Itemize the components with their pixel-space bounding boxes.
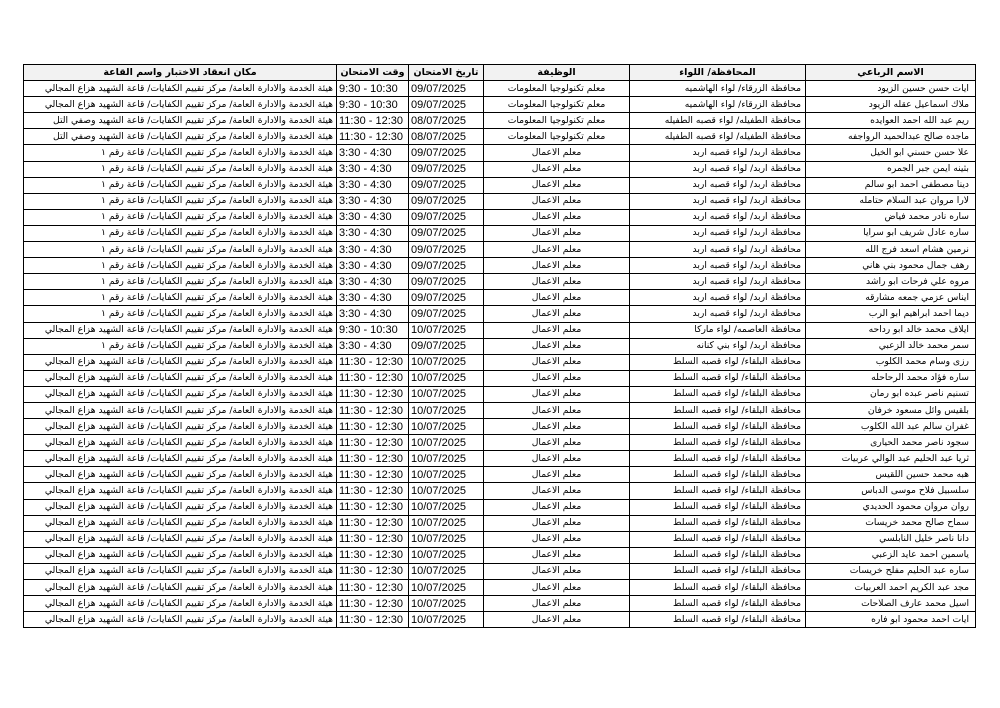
cell-name: ياسمين احمد عايد الزعبي — [806, 547, 976, 563]
cell-exam-time: 3:30 - 4:30 — [337, 290, 409, 306]
cell-name: ايلاف محمد خالد ابو رداحه — [806, 322, 976, 338]
cell-exam-time: 3:30 - 4:30 — [337, 225, 409, 241]
cell-exam-date: 10/07/2025 — [409, 515, 484, 531]
cell-exam-date: 10/07/2025 — [409, 499, 484, 515]
cell-exam-time: 11:30 - 12:30 — [337, 547, 409, 563]
cell-exam-time: 11:30 - 12:30 — [337, 129, 409, 145]
cell-venue: هيئة الخدمة والادارة العامة/ مركز تقييم الكفايات/ قاعة الشهيد هزاع المجالي — [24, 563, 337, 579]
header-governorate: المحافظة/ اللواء — [630, 65, 806, 81]
table-row — [24, 209, 976, 225]
cell-name: رهف جمال محمود بني هاني — [806, 258, 976, 274]
cell-governorate: محافظة البلقاء/ لواء قصبه السلط — [630, 531, 806, 547]
cell-exam-date: 10/07/2025 — [409, 419, 484, 435]
cell-exam-date: 09/07/2025 — [409, 306, 484, 322]
cell-name: سماح صالح محمد خريسات — [806, 515, 976, 531]
cell-name: ايات احمد محمود ابو فاره — [806, 612, 976, 628]
cell-exam-time: 9:30 - 10:30 — [337, 322, 409, 338]
cell-exam-time: 11:30 - 12:30 — [337, 515, 409, 531]
cell-governorate: محافظة اربد/ لواء قصبه اربد — [630, 161, 806, 177]
cell-venue: هيئة الخدمة والادارة العامة/ مركز تقييم الكفايات/ قاعة الشهيد هزاع المجالي — [24, 402, 337, 418]
cell-job: معلم الاعمال — [484, 370, 630, 386]
cell-governorate: محافظة العاصمه/ لواء ماركا — [630, 322, 806, 338]
cell-name: ديما احمد ابراهيم ابو الرب — [806, 306, 976, 322]
table-row — [24, 419, 976, 435]
cell-job: معلم الاعمال — [484, 322, 630, 338]
cell-exam-time: 3:30 - 4:30 — [337, 306, 409, 322]
cell-exam-time: 11:30 - 12:30 — [337, 402, 409, 418]
table-row — [24, 483, 976, 499]
table-row — [24, 547, 976, 563]
cell-job: معلم الاعمال — [484, 402, 630, 418]
cell-exam-date: 09/07/2025 — [409, 258, 484, 274]
cell-governorate: محافظة اربد/ لواء بني كنانه — [630, 338, 806, 354]
cell-venue: هيئة الخدمة والادارة العامة/ مركز تقييم الكفايات/ قاعة الشهيد هزاع المجالي — [24, 451, 337, 467]
cell-name: ملاك اسماعيل عقله الزيود — [806, 97, 976, 113]
cell-exam-time: 11:30 - 12:30 — [337, 596, 409, 612]
cell-governorate: محافظة اربد/ لواء قصبه اربد — [630, 306, 806, 322]
cell-name: ريم عبد الله احمد العوايده — [806, 113, 976, 129]
table-row — [24, 225, 976, 241]
cell-governorate: محافظة اربد/ لواء قصبه اربد — [630, 209, 806, 225]
cell-job: معلم تكنولوجيا المعلومات — [484, 113, 630, 129]
cell-exam-date: 10/07/2025 — [409, 483, 484, 499]
cell-exam-date: 10/07/2025 — [409, 467, 484, 483]
cell-exam-time: 11:30 - 12:30 — [337, 113, 409, 129]
table-row — [24, 81, 976, 97]
cell-job: معلم الاعمال — [484, 531, 630, 547]
cell-exam-time: 11:30 - 12:30 — [337, 483, 409, 499]
cell-exam-date: 10/07/2025 — [409, 386, 484, 402]
cell-governorate: محافظة اربد/ لواء قصبه اربد — [630, 258, 806, 274]
cell-governorate: محافظة اربد/ لواء قصبه اربد — [630, 193, 806, 209]
cell-governorate: محافظة البلقاء/ لواء قصبه السلط — [630, 547, 806, 563]
cell-governorate: محافظة البلقاء/ لواء قصبه السلط — [630, 435, 806, 451]
table-row — [24, 258, 976, 274]
cell-governorate: محافظة البلقاء/ لواء قصبه السلط — [630, 354, 806, 370]
header-name: الاسم الرباعي — [806, 65, 976, 81]
table-row — [24, 612, 976, 628]
cell-exam-date: 10/07/2025 — [409, 547, 484, 563]
cell-job: معلم الاعمال — [484, 193, 630, 209]
table-row — [24, 338, 976, 354]
cell-venue: هيئة الخدمة والادارة العامة/ مركز تقييم الكفايات/ قاعة الشهيد هزاع المجالي — [24, 596, 337, 612]
cell-exam-date: 09/07/2025 — [409, 193, 484, 209]
cell-venue: هيئة الخدمة والادارة العامة/ مركز تقييم الكفايات/ قاعة رقم ١ — [24, 145, 337, 161]
cell-governorate: محافظة البلقاء/ لواء قصبه السلط — [630, 499, 806, 515]
cell-name: دينا مصطفى احمد ابو سالم — [806, 177, 976, 193]
cell-job: معلم الاعمال — [484, 354, 630, 370]
cell-exam-date: 10/07/2025 — [409, 370, 484, 386]
cell-governorate: محافظة اربد/ لواء قصبه اربد — [630, 145, 806, 161]
cell-governorate: محافظة اربد/ لواء قصبه اربد — [630, 225, 806, 241]
header-exam-date: تاريخ الامتحان — [409, 65, 484, 81]
cell-job: معلم الاعمال — [484, 596, 630, 612]
cell-job: معلم الاعمال — [484, 515, 630, 531]
cell-governorate: محافظة البلقاء/ لواء قصبه السلط — [630, 386, 806, 402]
cell-name: ماجده صالح عبدالحميد الرواجفه — [806, 129, 976, 145]
cell-name: سمر محمد خالد الزعبي — [806, 338, 976, 354]
cell-exam-time: 3:30 - 4:30 — [337, 274, 409, 290]
cell-venue: هيئة الخدمة والادارة العامة/ مركز تقييم الكفايات/ قاعة الشهيد هزاع المجالي — [24, 467, 337, 483]
table-row — [24, 161, 976, 177]
cell-governorate: محافظة البلقاء/ لواء قصبه السلط — [630, 483, 806, 499]
cell-venue: هيئة الخدمة والادارة العامة/ مركز تقييم الكفايات/ قاعة رقم ١ — [24, 274, 337, 290]
cell-venue: هيئة الخدمة والادارة العامة/ مركز تقييم الكفايات/ قاعة الشهيد هزاع المجالي — [24, 499, 337, 515]
cell-exam-date: 09/07/2025 — [409, 290, 484, 306]
cell-exam-date: 09/07/2025 — [409, 81, 484, 97]
table-row — [24, 402, 976, 418]
cell-governorate: محافظة البلقاء/ لواء قصبه السلط — [630, 370, 806, 386]
cell-exam-date: 10/07/2025 — [409, 596, 484, 612]
cell-governorate: محافظة البلقاء/ لواء قصبه السلط — [630, 402, 806, 418]
cell-venue: هيئة الخدمة والادارة العامة/ مركز تقييم الكفايات/ قاعة رقم ١ — [24, 225, 337, 241]
cell-governorate: محافظة اربد/ لواء قصبه اربد — [630, 290, 806, 306]
cell-venue: هيئة الخدمة والادارة العامة/ مركز تقييم الكفايات/ قاعة الشهيد هزاع المجالي — [24, 81, 337, 97]
cell-exam-time: 11:30 - 12:30 — [337, 612, 409, 628]
cell-job: معلم الاعمال — [484, 306, 630, 322]
cell-exam-time: 3:30 - 4:30 — [337, 209, 409, 225]
cell-name: ايناس عزمي جمعه مشارقه — [806, 290, 976, 306]
cell-governorate: محافظة اربد/ لواء قصبه اربد — [630, 274, 806, 290]
cell-name: تسنيم ناصر عبده ابو رمان — [806, 386, 976, 402]
cell-job: معلم الاعمال — [484, 225, 630, 241]
header-row — [24, 65, 976, 81]
cell-job: معلم الاعمال — [484, 580, 630, 596]
cell-governorate: محافظة الزرقاء/ لواء الهاشميه — [630, 97, 806, 113]
cell-name: ايات حسن حسين الزيود — [806, 81, 976, 97]
cell-exam-date: 10/07/2025 — [409, 354, 484, 370]
cell-name: ساره نادر محمد فياض — [806, 209, 976, 225]
cell-name: نرمين هشام اسعد فرج الله — [806, 242, 976, 258]
table-row — [24, 145, 976, 161]
cell-venue: هيئة الخدمة والادارة العامة/ مركز تقييم الكفايات/ قاعة الشهيد هزاع المجالي — [24, 97, 337, 113]
table-row — [24, 515, 976, 531]
table-row — [24, 97, 976, 113]
cell-governorate: محافظة الزرقاء/ لواء الهاشميه — [630, 81, 806, 97]
cell-job: معلم الاعمال — [484, 209, 630, 225]
cell-governorate: محافظة البلقاء/ لواء قصبه السلط — [630, 419, 806, 435]
cell-exam-date: 10/07/2025 — [409, 435, 484, 451]
cell-exam-date: 08/07/2025 — [409, 113, 484, 129]
cell-exam-date: 10/07/2025 — [409, 580, 484, 596]
cell-venue: هيئة الخدمة والادارة العامة/ مركز تقييم الكفايات/ قاعة الشهيد وصفي التل — [24, 113, 337, 129]
cell-exam-time: 11:30 - 12:30 — [337, 563, 409, 579]
cell-exam-time: 3:30 - 4:30 — [337, 258, 409, 274]
cell-job: معلم الاعمال — [484, 177, 630, 193]
cell-job: معلم الاعمال — [484, 290, 630, 306]
cell-exam-date: 09/07/2025 — [409, 161, 484, 177]
cell-venue: هيئة الخدمة والادارة العامة/ مركز تقييم الكفايات/ قاعة الشهيد هزاع المجالي — [24, 386, 337, 402]
cell-name: بلقيس وائل مسعود خرفان — [806, 402, 976, 418]
cell-name: ثريا عبد الحليم عبد الوالي عربيات — [806, 451, 976, 467]
exam-schedule-sheet — [23, 64, 976, 628]
table-row — [24, 177, 976, 193]
cell-exam-time: 9:30 - 10:30 — [337, 97, 409, 113]
cell-name: روان مروان محمود الحديدي — [806, 499, 976, 515]
cell-exam-time: 11:30 - 12:30 — [337, 435, 409, 451]
cell-venue: هيئة الخدمة والادارة العامة/ مركز تقييم الكفايات/ قاعة الشهيد هزاع المجالي — [24, 354, 337, 370]
cell-exam-date: 09/07/2025 — [409, 242, 484, 258]
cell-exam-date: 09/07/2025 — [409, 338, 484, 354]
cell-exam-time: 11:30 - 12:30 — [337, 451, 409, 467]
cell-job: معلم تكنولوجيا المعلومات — [484, 97, 630, 113]
cell-venue: هيئة الخدمة والادارة العامة/ مركز تقييم الكفايات/ قاعة الشهيد هزاع المجالي — [24, 612, 337, 628]
cell-governorate: محافظة البلقاء/ لواء قصبه السلط — [630, 580, 806, 596]
cell-name: مروه علي فرحات ابو راشد — [806, 274, 976, 290]
cell-governorate: محافظة اربد/ لواء قصبه اربد — [630, 177, 806, 193]
header-exam-time: وقت الامتحان — [337, 65, 409, 81]
table-row — [24, 531, 976, 547]
cell-exam-date: 08/07/2025 — [409, 129, 484, 145]
cell-name: ساره فؤاد محمد الرحاحله — [806, 370, 976, 386]
cell-exam-date: 10/07/2025 — [409, 563, 484, 579]
cell-exam-date: 10/07/2025 — [409, 612, 484, 628]
cell-venue: هيئة الخدمة والادارة العامة/ مركز تقييم الكفايات/ قاعة رقم ١ — [24, 161, 337, 177]
cell-job: معلم الاعمال — [484, 242, 630, 258]
cell-governorate: محافظة البلقاء/ لواء قصبه السلط — [630, 515, 806, 531]
cell-exam-time: 3:30 - 4:30 — [337, 338, 409, 354]
table-row — [24, 290, 976, 306]
table-row — [24, 242, 976, 258]
cell-job: معلم الاعمال — [484, 145, 630, 161]
cell-exam-time: 11:30 - 12:30 — [337, 386, 409, 402]
cell-exam-time: 11:30 - 12:30 — [337, 580, 409, 596]
cell-name: دانا ناصر خليل النابلسي — [806, 531, 976, 547]
cell-exam-time: 11:30 - 12:30 — [337, 531, 409, 547]
cell-governorate: محافظة البلقاء/ لواء قصبه السلط — [630, 563, 806, 579]
cell-exam-date: 10/07/2025 — [409, 322, 484, 338]
cell-exam-time: 3:30 - 4:30 — [337, 161, 409, 177]
cell-job: معلم الاعمال — [484, 612, 630, 628]
cell-venue: هيئة الخدمة والادارة العامة/ مركز تقييم الكفايات/ قاعة الشهيد هزاع المجالي — [24, 370, 337, 386]
cell-venue: هيئة الخدمة والادارة العامة/ مركز تقييم الكفايات/ قاعة رقم ١ — [24, 209, 337, 225]
cell-venue: هيئة الخدمة والادارة العامة/ مركز تقييم الكفايات/ قاعة الشهيد هزاع المجالي — [24, 435, 337, 451]
cell-name: ساره عبد الحليم مفلح خريسات — [806, 563, 976, 579]
cell-governorate: محافظة اربد/ لواء قصبه اربد — [630, 242, 806, 258]
cell-exam-time: 9:30 - 10:30 — [337, 81, 409, 97]
cell-job: معلم الاعمال — [484, 499, 630, 515]
cell-venue: هيئة الخدمة والادارة العامة/ مركز تقييم الكفايات/ قاعة رقم ١ — [24, 290, 337, 306]
cell-exam-time: 11:30 - 12:30 — [337, 467, 409, 483]
table-row — [24, 322, 976, 338]
cell-job: معلم الاعمال — [484, 451, 630, 467]
table-row — [24, 354, 976, 370]
cell-name: سلسبيل فلاح موسى الدباس — [806, 483, 976, 499]
cell-exam-time: 3:30 - 4:30 — [337, 193, 409, 209]
cell-name: هبه محمد حسين اللقيس — [806, 467, 976, 483]
header-venue: مكان انعقاد الاختبار واسم القاعة — [24, 65, 337, 81]
cell-name: ساره عادل شريف ابو سرايا — [806, 225, 976, 241]
cell-exam-time: 11:30 - 12:30 — [337, 499, 409, 515]
cell-venue: هيئة الخدمة والادارة العامة/ مركز تقييم الكفايات/ قاعة الشهيد هزاع المجالي — [24, 547, 337, 563]
cell-venue: هيئة الخدمة والادارة العامة/ مركز تقييم الكفايات/ قاعة رقم ١ — [24, 258, 337, 274]
cell-governorate: محافظة البلقاء/ لواء قصبه السلط — [630, 451, 806, 467]
cell-job: معلم الاعمال — [484, 386, 630, 402]
cell-job: معلم الاعمال — [484, 161, 630, 177]
cell-exam-date: 09/07/2025 — [409, 177, 484, 193]
cell-name: علا حسن حسني ابو الخيل — [806, 145, 976, 161]
cell-job: معلم الاعمال — [484, 419, 630, 435]
cell-exam-date: 09/07/2025 — [409, 274, 484, 290]
cell-exam-date: 10/07/2025 — [409, 451, 484, 467]
cell-name: اسيل محمد عارف الصلاحات — [806, 596, 976, 612]
table-row — [24, 113, 976, 129]
table-row — [24, 596, 976, 612]
cell-name: لارا مروان عبد السلام حتامله — [806, 193, 976, 209]
cell-venue: هيئة الخدمة والادارة العامة/ مركز تقييم الكفايات/ قاعة الشهيد هزاع المجالي — [24, 322, 337, 338]
cell-job: معلم تكنولوجيا المعلومات — [484, 81, 630, 97]
table-row — [24, 451, 976, 467]
cell-job: معلم الاعمال — [484, 274, 630, 290]
cell-venue: هيئة الخدمة والادارة العامة/ مركز تقييم الكفايات/ قاعة رقم ١ — [24, 306, 337, 322]
cell-job: معلم الاعمال — [484, 547, 630, 563]
cell-job: معلم الاعمال — [484, 467, 630, 483]
cell-exam-date: 09/07/2025 — [409, 145, 484, 161]
cell-exam-time: 11:30 - 12:30 — [337, 354, 409, 370]
cell-name: بثينه ايمن جبر الجمره — [806, 161, 976, 177]
header-job: الوظيفة — [484, 65, 630, 81]
cell-governorate: محافظة البلقاء/ لواء قصبه السلط — [630, 467, 806, 483]
table-row — [24, 580, 976, 596]
cell-exam-time: 3:30 - 4:30 — [337, 145, 409, 161]
cell-exam-date: 09/07/2025 — [409, 209, 484, 225]
cell-exam-date: 09/07/2025 — [409, 225, 484, 241]
table-row — [24, 129, 976, 145]
cell-venue: هيئة الخدمة والادارة العامة/ مركز تقييم الكفايات/ قاعة رقم ١ — [24, 177, 337, 193]
cell-venue: هيئة الخدمة والادارة العامة/ مركز تقييم الكفايات/ قاعة الشهيد هزاع المجالي — [24, 483, 337, 499]
cell-venue: هيئة الخدمة والادارة العامة/ مركز تقييم الكفايات/ قاعة الشهيد هزاع المجالي — [24, 531, 337, 547]
cell-job: معلم الاعمال — [484, 483, 630, 499]
cell-name: غفران سالم عبد الله الكلوب — [806, 419, 976, 435]
table-row — [24, 386, 976, 402]
table-row — [24, 370, 976, 386]
cell-exam-time: 11:30 - 12:30 — [337, 419, 409, 435]
cell-exam-time: 11:30 - 12:30 — [337, 370, 409, 386]
table-row — [24, 499, 976, 515]
table-row — [24, 467, 976, 483]
cell-venue: هيئة الخدمة والادارة العامة/ مركز تقييم الكفايات/ قاعة الشهيد هزاع المجالي — [24, 580, 337, 596]
cell-venue: هيئة الخدمة والادارة العامة/ مركز تقييم الكفايات/ قاعة رقم ١ — [24, 193, 337, 209]
cell-governorate: محافظة الطفيله/ لواء قصبه الطفيله — [630, 129, 806, 145]
cell-job: معلم الاعمال — [484, 563, 630, 579]
cell-exam-time: 3:30 - 4:30 — [337, 177, 409, 193]
cell-exam-date: 10/07/2025 — [409, 531, 484, 547]
cell-name: رزى وسام محمد الكلوب — [806, 354, 976, 370]
table-row — [24, 306, 976, 322]
cell-exam-time: 3:30 - 4:30 — [337, 242, 409, 258]
table-row — [24, 435, 976, 451]
cell-exam-date: 09/07/2025 — [409, 97, 484, 113]
cell-governorate: محافظة البلقاء/ لواء قصبه السلط — [630, 612, 806, 628]
cell-governorate: محافظة البلقاء/ لواء قصبه السلط — [630, 596, 806, 612]
cell-job: معلم الاعمال — [484, 258, 630, 274]
table-row — [24, 563, 976, 579]
table-row — [24, 274, 976, 290]
cell-venue: هيئة الخدمة والادارة العامة/ مركز تقييم الكفايات/ قاعة الشهيد هزاع المجالي — [24, 515, 337, 531]
table-row — [24, 193, 976, 209]
cell-venue: هيئة الخدمة والادارة العامة/ مركز تقييم الكفايات/ قاعة الشهيد وصفي التل — [24, 129, 337, 145]
cell-exam-date: 10/07/2025 — [409, 402, 484, 418]
cell-job: معلم تكنولوجيا المعلومات — [484, 129, 630, 145]
cell-job: معلم الاعمال — [484, 435, 630, 451]
cell-governorate: محافظة الطفيله/ لواء قصبه الطفيله — [630, 113, 806, 129]
cell-name: سجود ناصر محمد الحيارى — [806, 435, 976, 451]
cell-venue: هيئة الخدمة والادارة العامة/ مركز تقييم الكفايات/ قاعة رقم ١ — [24, 338, 337, 354]
cell-venue: هيئة الخدمة والادارة العامة/ مركز تقييم الكفايات/ قاعة رقم ١ — [24, 242, 337, 258]
table-body — [24, 81, 976, 628]
cell-job: معلم الاعمال — [484, 338, 630, 354]
cell-name: مجد عبد الكريم احمد العربيات — [806, 580, 976, 596]
cell-venue: هيئة الخدمة والادارة العامة/ مركز تقييم الكفايات/ قاعة الشهيد هزاع المجالي — [24, 419, 337, 435]
exam-schedule-table — [23, 64, 976, 628]
